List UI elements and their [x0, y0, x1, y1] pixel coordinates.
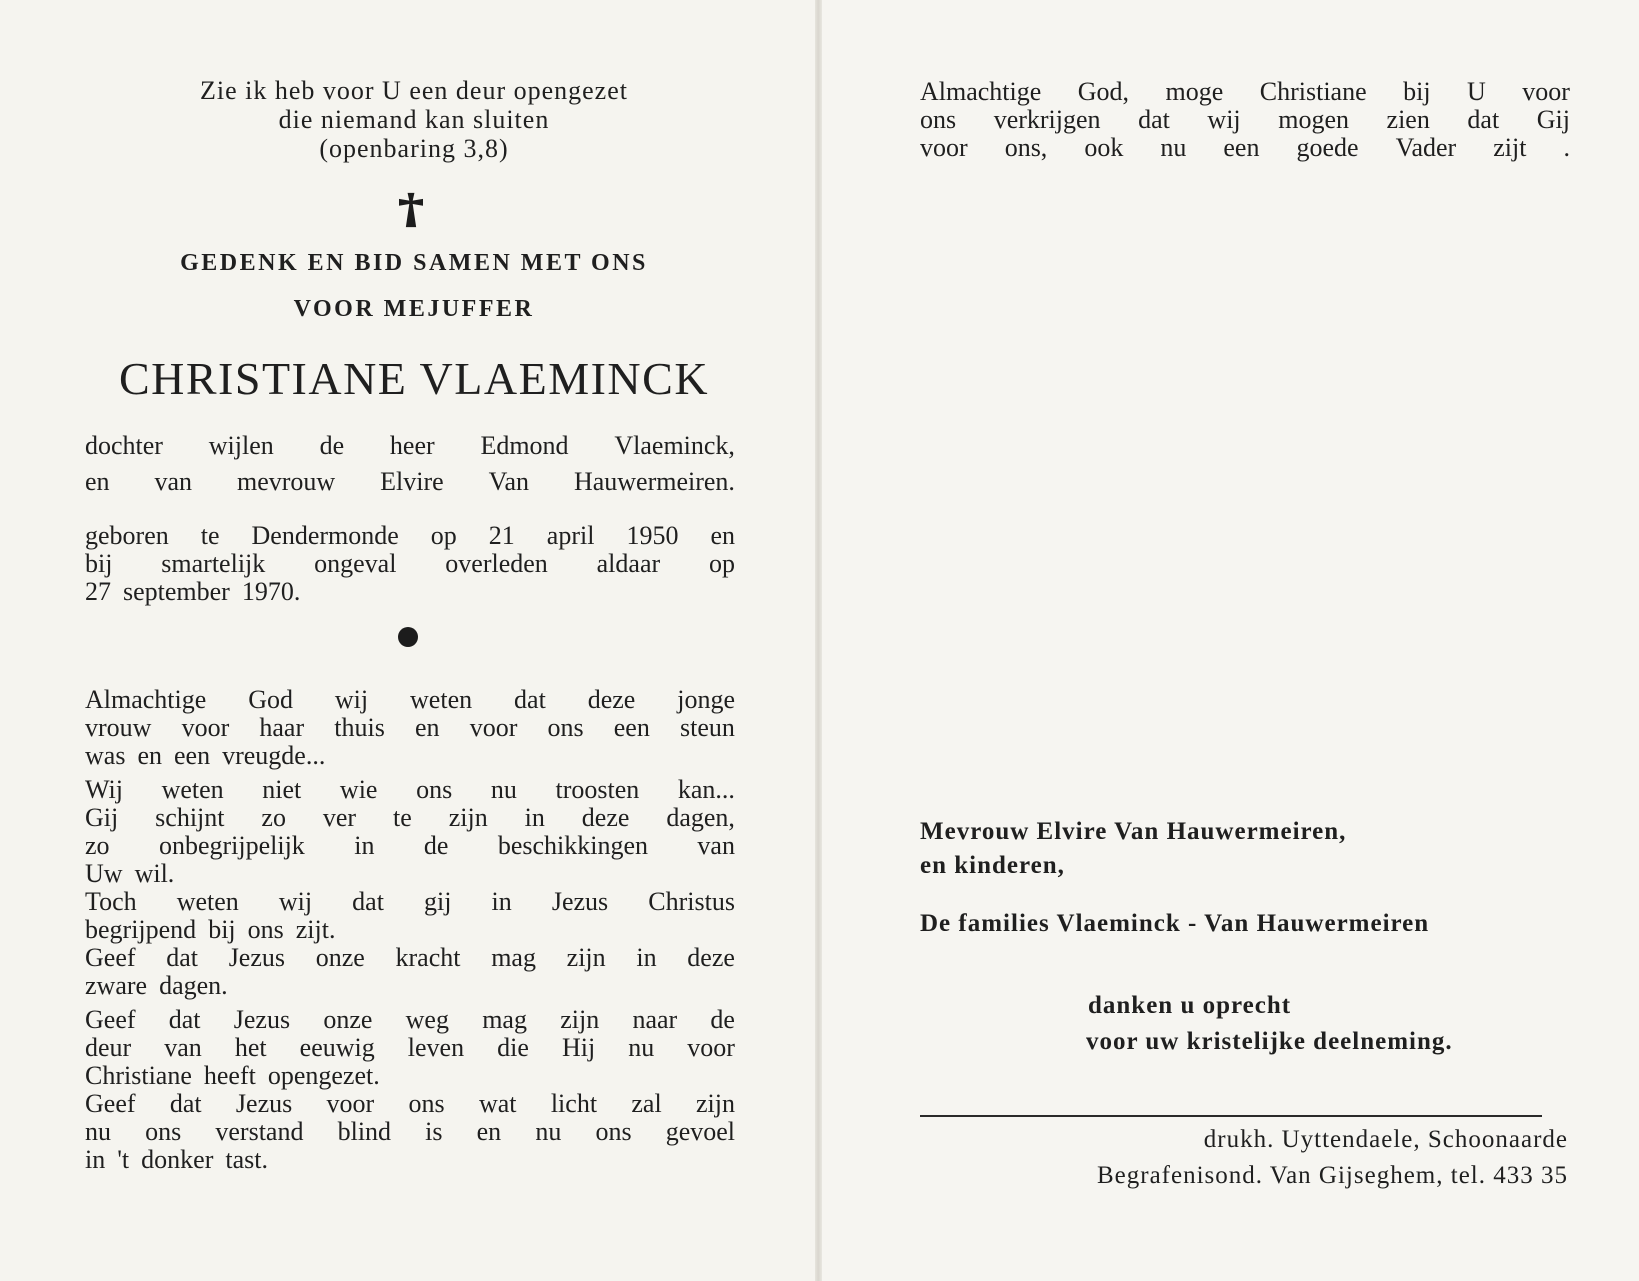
word: Dendermonde	[251, 521, 399, 550]
word: nu	[1160, 133, 1187, 162]
word: Jezus	[228, 943, 286, 972]
word: Geef	[85, 1005, 136, 1034]
word: Uw	[85, 859, 123, 888]
word: 1950	[626, 521, 679, 550]
word: van	[697, 831, 735, 860]
word: Hij	[561, 1033, 596, 1062]
word: Hauwermeiren.	[573, 467, 735, 496]
word: ons	[408, 1089, 445, 1118]
word: in	[354, 831, 375, 860]
word: Wij	[85, 775, 123, 804]
text-line	[85, 464, 735, 500]
word: nu	[628, 1033, 655, 1062]
word: God	[248, 685, 293, 714]
word: was	[85, 741, 126, 770]
word: dochter	[85, 431, 163, 460]
word: Toch	[85, 887, 137, 916]
word: dat	[1467, 105, 1500, 134]
text-line	[85, 578, 735, 606]
word: deze	[687, 943, 735, 972]
word: zijt.	[295, 915, 336, 944]
word: nu	[535, 1117, 562, 1146]
word: 27	[85, 577, 111, 606]
word: dagen.	[159, 971, 228, 1000]
word: te	[200, 521, 220, 550]
parents-paragraph	[85, 428, 735, 500]
word: zo	[261, 803, 286, 832]
text-line	[85, 972, 735, 1000]
text-line	[85, 428, 735, 464]
word: bij	[1403, 77, 1431, 106]
word: deze	[581, 803, 630, 832]
word: nu	[490, 775, 517, 804]
verse-line: (openbaring 3,8)	[319, 134, 509, 163]
word: in	[636, 943, 657, 972]
word: zijn	[695, 1089, 735, 1118]
text-line	[85, 776, 735, 804]
word: Christiane	[1259, 77, 1367, 106]
word: bij	[85, 549, 113, 578]
word: van	[164, 1033, 202, 1062]
thanks-line-2: voor uw kristelijke deelneming.	[1086, 1028, 1453, 1055]
word: op	[709, 549, 735, 578]
word: april	[546, 521, 595, 550]
word: ongeval	[314, 549, 397, 578]
word: van	[154, 467, 193, 496]
word: een	[613, 713, 650, 742]
word: zijt	[1493, 133, 1527, 162]
word: weten	[410, 685, 473, 714]
text-line	[85, 1118, 735, 1146]
word: zo	[85, 831, 110, 860]
word: schijnt	[155, 803, 225, 832]
word: vreugde...	[222, 741, 326, 770]
word: Elvire	[380, 467, 444, 496]
text-line	[85, 714, 735, 742]
word: op	[430, 521, 457, 550]
word: deur	[85, 1033, 132, 1062]
verse-line: die niemand kan sluiten	[278, 105, 550, 134]
word: zijn	[560, 1005, 600, 1034]
word: gevoel	[665, 1117, 735, 1146]
word: nu	[85, 1117, 111, 1146]
text-line	[85, 686, 735, 714]
text-line	[85, 888, 735, 916]
word: Gij	[1536, 105, 1570, 134]
word: smartelijk	[161, 549, 266, 578]
word: en	[476, 1117, 502, 1146]
thanks-line-1: danken u oprecht	[1088, 992, 1292, 1019]
word: .	[1563, 133, 1570, 162]
word: in	[491, 887, 512, 916]
word: weg	[405, 1005, 449, 1034]
word: 't	[117, 1145, 130, 1174]
text-line	[85, 944, 735, 972]
word: God,	[1077, 77, 1130, 106]
word: wil.	[134, 859, 175, 888]
word: Gij	[85, 803, 119, 832]
word: september	[123, 577, 230, 606]
word: ons	[547, 713, 584, 742]
word: Vlaeminck,	[614, 431, 735, 460]
text-line	[85, 916, 735, 944]
text-line	[85, 1006, 735, 1034]
word: Jezus	[233, 1005, 291, 1034]
word: jonge	[677, 685, 735, 714]
word: mag	[491, 943, 536, 972]
word: onze	[323, 1005, 373, 1034]
word: Geef	[85, 1089, 136, 1118]
word: de	[423, 831, 449, 860]
word: mevrouw	[236, 467, 336, 496]
word: Almachtige	[85, 685, 207, 714]
word: zijn	[448, 803, 488, 832]
word: voor	[326, 1089, 375, 1118]
text-line	[85, 742, 735, 770]
word: Jezus	[551, 887, 609, 916]
word: moge	[1165, 77, 1224, 106]
text-line	[85, 550, 735, 578]
text-line	[85, 804, 735, 832]
text-line	[920, 78, 1570, 106]
word: in	[85, 1145, 106, 1174]
text-line	[85, 1146, 735, 1174]
word: steun	[680, 713, 735, 742]
right-panel	[822, 0, 1639, 1281]
word: beschikkingen	[497, 831, 648, 860]
mother-name: Mevrouw Elvire Van Hauwermeiren,	[920, 818, 1347, 845]
word: dat	[169, 1089, 202, 1118]
word: naar	[632, 1005, 678, 1034]
word: wat	[478, 1089, 517, 1118]
word: onbegrijpelijk	[158, 831, 305, 860]
word: geboren	[85, 521, 169, 550]
word: kan...	[677, 775, 735, 804]
word: ver	[322, 803, 357, 832]
word: deze	[587, 685, 636, 714]
word: zware	[85, 971, 148, 1000]
word: begrijpend	[85, 915, 197, 944]
word: weten	[161, 775, 224, 804]
word: vrouw	[85, 713, 152, 742]
word: de	[710, 1005, 735, 1034]
word: verstand	[215, 1117, 304, 1146]
word: overleden	[445, 549, 548, 578]
word: die	[497, 1033, 529, 1062]
word: gij	[424, 887, 452, 916]
word: blind	[337, 1117, 392, 1146]
word: Van	[488, 467, 530, 496]
word: voor	[469, 713, 518, 742]
word: ons	[247, 915, 284, 944]
word: ons	[920, 105, 957, 134]
word: ons,	[1004, 133, 1048, 162]
word: heeft	[203, 1061, 256, 1090]
word: opengezet.	[267, 1061, 380, 1090]
word: Edmond	[480, 431, 569, 460]
word: niet	[262, 775, 302, 804]
prayer-paragraph	[85, 686, 735, 1174]
closing-prayer	[920, 78, 1570, 162]
word: voor	[1522, 77, 1570, 106]
word: een	[1223, 133, 1260, 162]
word: zijn	[566, 943, 606, 972]
word: en	[137, 741, 162, 770]
word: leven	[407, 1033, 465, 1062]
word: dagen,	[666, 803, 735, 832]
word: dat	[514, 685, 546, 714]
word: ons	[416, 775, 453, 804]
word: U	[1467, 77, 1486, 106]
deceased-name: CHRISTIANE VLAEMINCK	[118, 353, 710, 404]
word: dat	[1138, 105, 1170, 134]
divider-line	[920, 1115, 1542, 1117]
printer-credit: drukh. Uyttendaele, Schoonaarde	[1203, 1126, 1568, 1153]
bullet-separator	[398, 627, 418, 647]
word: mag	[482, 1005, 527, 1034]
text-line	[920, 134, 1570, 162]
word: thuis	[334, 713, 385, 742]
word: aldaar	[596, 549, 661, 578]
word: donker	[141, 1145, 214, 1174]
families-line: De families Vlaeminck - Van Hauwermeiren	[920, 910, 1430, 937]
word: Almachtige	[920, 77, 1042, 106]
word: is	[425, 1117, 443, 1146]
text-line	[85, 1034, 735, 1062]
word: wij	[1207, 105, 1241, 134]
word: goede	[1296, 133, 1359, 162]
bible-verse	[100, 76, 728, 163]
word: 21	[488, 521, 515, 550]
text-line	[85, 832, 735, 860]
word: voor	[920, 133, 968, 162]
word: en	[710, 521, 735, 550]
text-line	[920, 106, 1570, 134]
undertaker-credit: Begrafenisond. Van Gijseghem, tel. 433 35	[1096, 1162, 1568, 1189]
text-line	[85, 1062, 735, 1090]
word: een	[173, 741, 211, 770]
word: in	[524, 803, 545, 832]
word: Christus	[648, 887, 735, 916]
heading-line-2: VOOR MEJUFFER	[293, 296, 535, 322]
word: Christiane	[85, 1061, 192, 1090]
word: ons	[145, 1117, 182, 1146]
word: wij	[278, 887, 313, 916]
left-panel	[0, 0, 818, 1281]
word: zal	[631, 1089, 662, 1118]
word: en	[415, 713, 440, 742]
word: en	[85, 467, 110, 496]
word: het	[234, 1033, 267, 1062]
children-line: en kinderen,	[920, 852, 1065, 879]
word: verkrijgen	[993, 105, 1101, 134]
word: Geef	[85, 943, 136, 972]
word: mogen	[1278, 105, 1349, 134]
word: te	[393, 803, 412, 832]
text-line	[85, 1090, 735, 1118]
verse-line: Zie ik heb voor U een deur opengezet	[199, 76, 628, 105]
word: ook	[1084, 133, 1124, 162]
word: 1970.	[241, 577, 301, 606]
word: Vader	[1395, 133, 1457, 162]
word: zien	[1386, 105, 1430, 134]
word: voor	[181, 713, 230, 742]
word: dat	[168, 1005, 201, 1034]
birth-death-paragraph	[85, 522, 735, 606]
word: de	[319, 431, 345, 460]
word: bij	[208, 915, 236, 944]
word: dat	[352, 887, 384, 916]
word: weten	[176, 887, 239, 916]
text-line	[85, 860, 735, 888]
word: troosten	[555, 775, 640, 804]
word: tast.	[225, 1145, 268, 1174]
heading-line-1: GEDENK EN BID SAMEN MET ONS	[180, 250, 648, 276]
word: heer	[389, 431, 435, 460]
word: wie	[339, 775, 378, 804]
word: haar	[259, 713, 305, 742]
word: kracht	[395, 943, 461, 972]
word: ons	[595, 1117, 632, 1146]
word: onze	[315, 943, 365, 972]
cross-icon	[399, 192, 423, 228]
word: Jezus	[235, 1089, 293, 1118]
word: voor	[687, 1033, 735, 1062]
word: licht	[550, 1089, 598, 1118]
word: eeuwig	[299, 1033, 375, 1062]
word: dat	[166, 943, 198, 972]
word: wij	[334, 685, 369, 714]
word: wijlen	[208, 431, 274, 460]
text-line	[85, 522, 735, 550]
